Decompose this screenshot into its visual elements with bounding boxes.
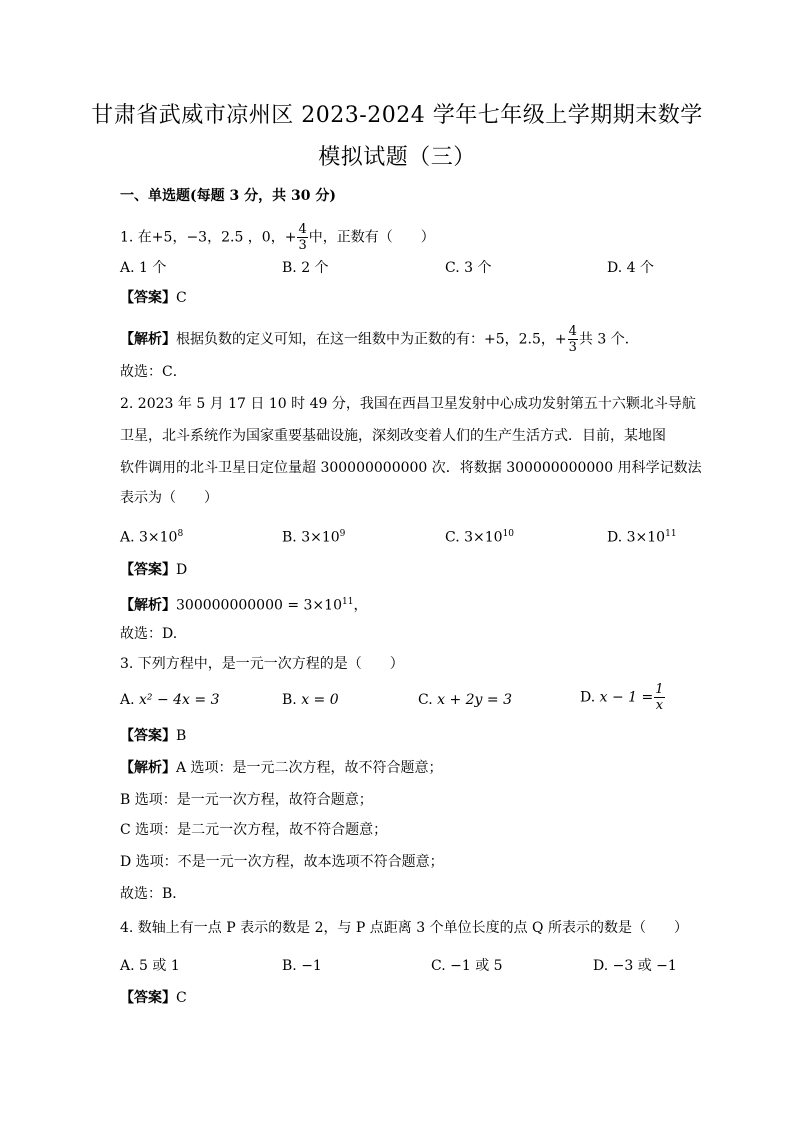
- document-title-line2: 模拟试题（三）: [318, 145, 476, 170]
- q2-analysis-tail: ，: [353, 597, 368, 614]
- q3-option-a: [120, 690, 220, 710]
- q2-c-exp: 10: [502, 529, 515, 539]
- q2-analysis-exp: 11: [341, 597, 354, 607]
- q2-option-b: [282, 524, 345, 548]
- q1-analysis-fraction: [568, 324, 578, 355]
- q1-analysis: [120, 324, 639, 355]
- q1-frac-num: 4: [298, 222, 307, 237]
- q3-d-den: x: [655, 698, 664, 713]
- q2-stem-line4: 表示为（ ）: [120, 490, 218, 506]
- q1-analysis-prefix: 根据负数的定义可知，在这一组数中为正数的有：+5，2.5，+: [176, 331, 567, 348]
- q2-a-label: A.: [120, 529, 135, 546]
- q2-stem-line3: 软件调用的北斗卫星日定位量超 300000000000 次．将数据 300000000000 用科学记数法: [120, 460, 702, 476]
- answer-value: C: [176, 990, 187, 1006]
- q1-prefix: 1. 在+5，−3，2.5 ，0，+: [120, 229, 297, 246]
- q3-option-d: [580, 682, 666, 713]
- q1-fraction: [297, 222, 307, 253]
- q3-a-expr: x² − 4x = 3: [139, 692, 220, 708]
- q3-d-num: 1: [655, 682, 664, 697]
- q3-c-expr: x + 2y = 3: [437, 692, 513, 708]
- q2-option-a: [120, 524, 183, 548]
- q2-d-label: D.: [607, 529, 623, 546]
- q2-a-exp: 8: [177, 529, 184, 539]
- q1-answer: [120, 288, 187, 308]
- q4-stem: 4. 数轴上有一点 P 表示的数是 2，与 P 点距离 3 个单位长度的点 Q 所表示的数是（ ）: [120, 920, 688, 936]
- q2-analysis-text: 300000000000 = 3×10: [176, 597, 342, 614]
- q4-answer: [120, 988, 187, 1008]
- answer-value: B: [176, 728, 187, 744]
- q3-stem: 3. 下列方程中，是一元一次方程的是（ ）: [120, 656, 404, 672]
- answer-label: 【答案】: [120, 990, 176, 1006]
- answer-label: 【答案】: [120, 290, 176, 306]
- q1-option-d: D. 4 个: [607, 260, 654, 276]
- q3-choose: 故选：B．: [120, 886, 187, 902]
- q2-stem-line2: 卫星，北斗系统作为国家重要基础设施，深刻改变着人们的生产生活方式．目前，某地图: [120, 428, 666, 444]
- q3-d-fraction: [654, 682, 664, 713]
- q1-option-a: A. 1 个: [120, 260, 167, 276]
- q3-option-c: [418, 690, 512, 710]
- q2-b-label: B.: [282, 529, 297, 546]
- q3-analysis-line3: C 选项：是二元一次方程，故不符合题意；: [120, 822, 388, 838]
- q3-analysis-line2: B 选项：是一元一次方程，故符合题意；: [120, 792, 373, 808]
- q2-choose: 故选：D.: [120, 626, 178, 642]
- q1-suffix: 中，正数有（ ）: [308, 229, 435, 246]
- q4-option-a: A. 5 或 1: [120, 958, 180, 974]
- analysis-label: 【解析】: [120, 331, 176, 348]
- q1-analysis-frac-den: 3: [568, 340, 577, 355]
- q3-analysis-line4: D 选项：不是一元一次方程，故本选项不符合题意；: [120, 854, 444, 870]
- document-title-line1: 甘肃省武威市凉州区 2023-2024 学年七年级上学期期末数学: [91, 103, 703, 128]
- q4-option-c: C. −1 或 5: [431, 958, 503, 974]
- q2-a-base: 3×10: [139, 529, 178, 546]
- section-heading: 一、单选题(每题 3 分，共 30 分): [120, 188, 336, 204]
- q2-option-c: [445, 524, 514, 548]
- q2-answer: [120, 560, 187, 580]
- q2-c-base: 3×10: [464, 529, 503, 546]
- q3-a-label: A.: [120, 692, 135, 708]
- q1-choose: 故选：C．: [120, 364, 187, 380]
- q1-option-b: B. 2 个: [282, 260, 329, 276]
- q1-option-c: C. 3 个: [445, 260, 492, 276]
- q3-d-left: x − 1 =: [599, 689, 654, 706]
- answer-value: C: [176, 290, 187, 306]
- q1-analysis-suffix: 共 3 个．: [578, 331, 639, 348]
- q3-answer: [120, 726, 186, 746]
- analysis-label: 【解析】: [120, 760, 176, 776]
- q2-option-d: [607, 524, 677, 548]
- q3-analysis-line1: [120, 758, 443, 778]
- q3-b-expr: x = 0: [301, 692, 339, 708]
- q2-d-exp: 11: [665, 529, 677, 539]
- q1-frac-den: 3: [298, 238, 307, 253]
- answer-label: 【答案】: [120, 728, 176, 744]
- q2-c-label: C.: [445, 529, 460, 546]
- q3-analysis-a: A 选项：是一元二次方程，故不符合题意；: [176, 760, 443, 776]
- answer-label: 【答案】: [120, 562, 176, 578]
- analysis-label: 【解析】: [120, 597, 176, 614]
- q3-option-b: [282, 690, 339, 710]
- q3-d-label: D.: [580, 689, 596, 706]
- answer-value: D: [176, 562, 188, 578]
- question-1-stem: [120, 222, 435, 253]
- q4-option-d: D. −3 或 −1: [593, 958, 677, 974]
- q3-b-label: B.: [282, 692, 297, 708]
- q1-analysis-frac-num: 4: [568, 324, 577, 339]
- q2-d-base: 3×10: [626, 529, 666, 546]
- q3-c-label: C.: [418, 692, 433, 708]
- q2-b-base: 3×10: [301, 529, 340, 546]
- q2-analysis: [120, 592, 367, 616]
- q2-b-exp: 9: [339, 529, 346, 539]
- q4-option-b: B. −1: [282, 958, 322, 974]
- q2-stem-line1: 2. 2023 年 5 月 17 日 10 时 49 分，我国在西昌卫星发射中心成功发射第五十六颗北斗导航: [120, 396, 696, 412]
